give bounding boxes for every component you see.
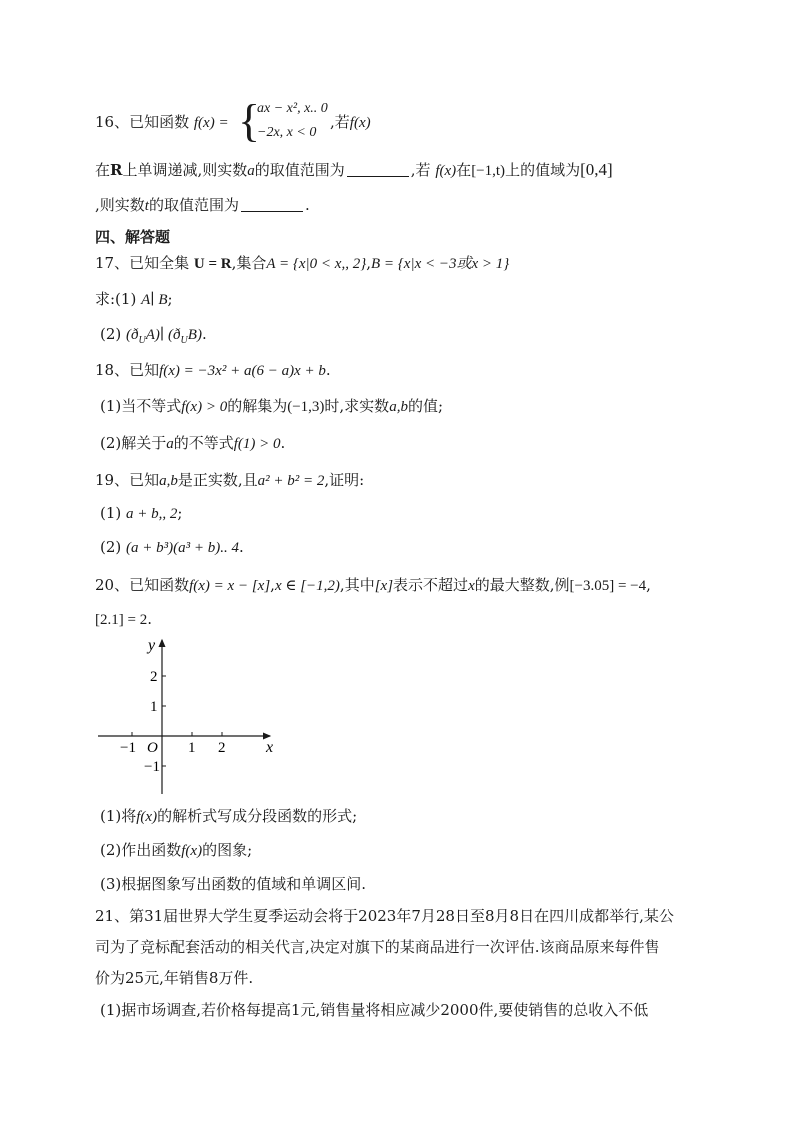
q17-p2-label: (2) [100, 325, 122, 343]
q19-text: (1) [100, 504, 122, 522]
q18-function: f(x) = −3x² + a(6 − a)x + b [159, 363, 326, 379]
q17-set-a: A = {x|0 < x,, 2} [266, 256, 367, 272]
x-tick-label: 2 [218, 740, 226, 756]
q16-text: . [304, 196, 310, 214]
q19-text: (2) [100, 538, 122, 556]
x-tick-label: −1 [120, 740, 136, 756]
section-heading: 四、解答题 [95, 228, 171, 246]
q20-text: (2)作出函数 [100, 841, 182, 859]
q20-part2 [100, 840, 252, 861]
y-tick-label: 1 [150, 699, 158, 715]
q17-text: . [201, 325, 207, 343]
q19-text: ,证明: [324, 471, 365, 489]
q18-line1 [95, 360, 331, 381]
q18-part1 [100, 396, 443, 417]
q17-text: 已知全集 [129, 254, 190, 272]
q19-ineq1: a + b,, 2 [126, 506, 178, 522]
q20-part3: (3)根据图象写出函数的值域和单调区间. [100, 875, 367, 893]
y-tick-label: 2 [150, 669, 158, 685]
q20-text: 的解析式写成分段函数的形式; [157, 807, 358, 825]
q19-text: ; [177, 504, 183, 522]
q18-set: (−1,3) [287, 399, 325, 415]
q20-fx: f(x) [181, 843, 203, 859]
q16-R: R [110, 161, 123, 179]
q19-condition: a² + b² = 2 [257, 473, 325, 489]
q16-text: 在 [456, 161, 472, 179]
q20-text: (1)将 [100, 807, 137, 825]
q20-text: . [147, 610, 152, 628]
q20-part1 [100, 806, 357, 827]
q21-line4: (1)据市场调查,若价格每提高1元,销售量将相应减少2000件,要使销售的总收入不低 [100, 1001, 649, 1019]
q19-part1 [100, 503, 182, 524]
q17-text: , [366, 254, 371, 272]
q16-text: 的取值范围为 [254, 161, 345, 179]
q20-line2 [95, 609, 152, 630]
q16-line1-tail [330, 112, 371, 133]
q20-domain: x ∈ [−1,2) [274, 578, 340, 594]
q16-var-t: t [144, 198, 149, 214]
q17-part1 [95, 289, 173, 310]
q16-text: 的取值范围为 [148, 196, 239, 214]
q21-line3: 价为25元,年销售8万件. [95, 969, 254, 987]
answer-blank-1[interactable] [347, 162, 409, 177]
q18-text: 的不等式 [173, 434, 234, 452]
q20-number: 20、 [95, 576, 130, 594]
q17-universe: U = R [193, 256, 232, 272]
q17-sub: U [180, 335, 188, 346]
q20-fx: f(x) [136, 809, 158, 825]
q18-text: (1)当不等式 [100, 397, 182, 415]
q17-ask: 求:(1) [95, 290, 137, 308]
q20-example2: [2.1] = 2 [95, 612, 148, 628]
q16-text: 上单调递减,则实数 [122, 161, 248, 179]
q20-text: 的最大整数,例 [474, 576, 570, 594]
q18-var-a: a [166, 436, 174, 452]
q16-line1 [95, 112, 229, 133]
q19-text: 是正实数,且 [177, 471, 258, 489]
q18-part2 [100, 433, 285, 454]
q17-p2-expr: A)∣ (ð [145, 327, 181, 343]
q20-text: 已知函数 [129, 576, 190, 594]
q20-text: ,其中 [339, 576, 375, 594]
q16-tail: ,若 [330, 113, 350, 131]
q17-sub: U [138, 335, 146, 346]
q18-text: (2)解关于 [100, 434, 167, 452]
q18-vars: a,b [389, 399, 408, 415]
q16-piece2: −2x, x < 0 [257, 125, 317, 140]
y-tick-label: −1 [144, 759, 160, 775]
q17-text: ; [167, 290, 173, 308]
q16-fx3: f(x) [435, 163, 457, 179]
q20-var-x: x [468, 578, 475, 594]
y-axis-label: y [148, 637, 156, 654]
q17-part2 [100, 324, 207, 351]
q16-fx: f(x) = [193, 115, 229, 131]
q20-bracket: [x] [374, 578, 394, 594]
x-axis-label: x [266, 739, 274, 756]
origin-label: O [147, 740, 158, 756]
q20-coordinate-axes [90, 628, 290, 798]
q17-number: 17、 [95, 254, 130, 272]
q16-intro: 已知函数 [129, 113, 190, 131]
q21-line2: 司为了竞标配套活动的相关代言,决定对旗下的某商品进行一次评估.该商品原来每件售 [95, 938, 660, 956]
q20-example1: [−3.05] = −4 [569, 578, 647, 594]
q18-ineq: f(x) > 0 [181, 399, 228, 415]
q20-function: f(x) = x − [x] [189, 578, 271, 594]
q16-text: ,则实数 [95, 196, 145, 214]
q20-text: 表示不超过 [393, 576, 469, 594]
q18-text: 的值; [407, 397, 443, 415]
q16-line3 [95, 195, 310, 216]
q17-p2-expr: B) [187, 327, 202, 343]
q19-text: . [239, 538, 244, 556]
q16-piece1: ax − x², x.. 0 [257, 101, 328, 116]
q20-line1 [95, 575, 651, 596]
q19-number: 19、 [95, 471, 130, 489]
q16-number: 16、 [95, 113, 130, 131]
q16-range: [0,4] [580, 160, 613, 179]
q16-fx2: f(x) [349, 115, 371, 131]
x-tick-label: 1 [188, 740, 196, 756]
q16-text: 在 [95, 161, 111, 179]
q21-line1: 21、第31届世界大学生夏季运动会将于2023年7月28日至8月8日在四川成都举行,某公 [95, 907, 674, 925]
q16-text: 上的值域为 [505, 161, 581, 179]
q19-ineq2: (a + b³)(a³ + b).. 4 [126, 540, 239, 556]
q20-text: , [270, 576, 275, 594]
q19-line1 [95, 470, 364, 491]
q17-text: ,集合 [231, 254, 267, 272]
q17-p2-expr: (ð [126, 327, 139, 343]
q16-interval: [−1,t) [471, 163, 506, 179]
q16-brace: { [238, 95, 261, 146]
answer-blank-2[interactable] [241, 197, 303, 212]
q18-ineq2: f(1) > 0 [233, 436, 281, 452]
q16-line2 [95, 160, 613, 181]
q19-part2 [100, 537, 244, 558]
q20-text: , [646, 576, 651, 594]
q19-text: 已知 [129, 471, 160, 489]
q18-text: 已知 [129, 361, 160, 379]
q20-text: 的图象; [202, 841, 253, 859]
q16-var-a: a [247, 163, 255, 179]
q18-number: 18、 [95, 361, 130, 379]
q19-vars: a,b [159, 473, 178, 489]
q17-line1 [95, 253, 509, 274]
q18-text: 的解集为 [227, 397, 288, 415]
q18-text: . [325, 361, 331, 379]
q18-text: . [280, 434, 286, 452]
q17-p1-expr: A∣ B [141, 292, 168, 308]
q18-text: 时,求实数 [324, 397, 390, 415]
q17-set-b: B = {x|x < −3或x > 1} [371, 256, 510, 272]
q16-text: ,若 [410, 161, 431, 179]
